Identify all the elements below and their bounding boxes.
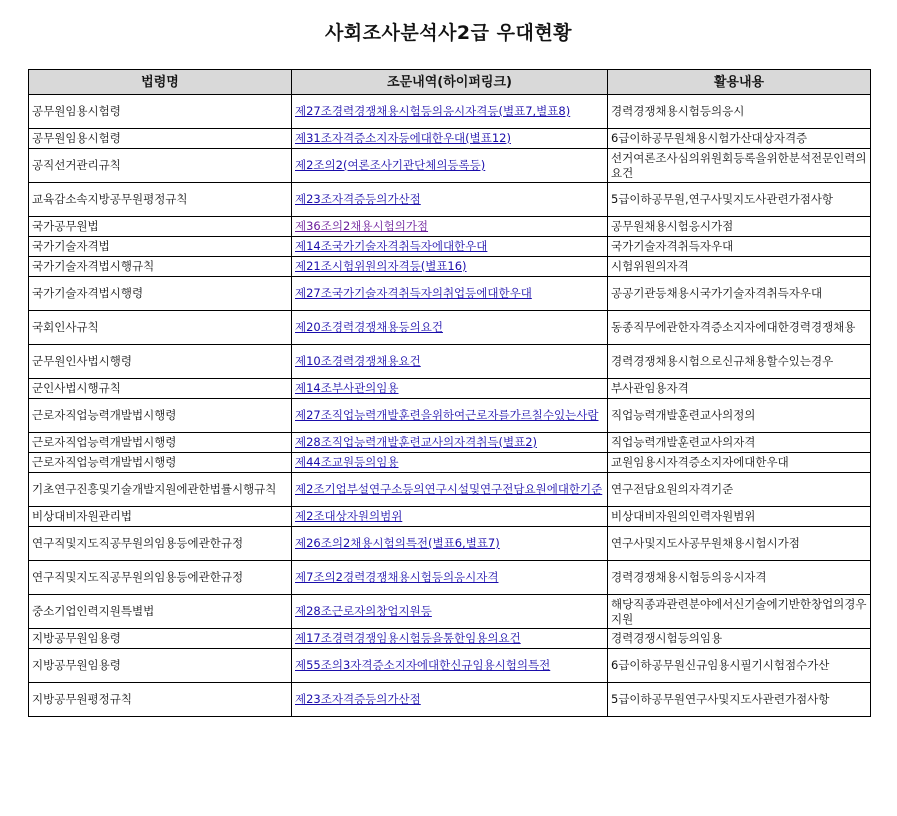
article-cell [292, 433, 608, 453]
article-cell [292, 649, 608, 683]
article-cell [292, 473, 608, 507]
usage-cell: 연구전담요원의자격기준 [608, 473, 871, 507]
table-row [29, 473, 871, 507]
table-row [29, 183, 871, 217]
law-name-cell: 국가공무원법 [29, 217, 292, 237]
article-link[interactable]: 제14조부사관의임용 [295, 381, 399, 395]
law-name-cell: 연구직및지도직공무원의임용등에관한규정 [29, 561, 292, 595]
article-cell [292, 129, 608, 149]
law-name-cell: 지방공무원임용령 [29, 629, 292, 649]
table-row [29, 277, 871, 311]
law-name-cell: 국가기술자격법시행규칙 [29, 257, 292, 277]
table-row [29, 527, 871, 561]
table-row [29, 237, 871, 257]
header-article: 조문내역(하이퍼링크) [292, 70, 608, 95]
table-row [29, 129, 871, 149]
law-preference-table [28, 69, 871, 717]
usage-cell: 부사관임용자격 [608, 379, 871, 399]
usage-cell: 시험위원의자격 [608, 257, 871, 277]
usage-cell: 교원임용시자격증소지자에대한우대 [608, 453, 871, 473]
table-row [29, 595, 871, 629]
usage-cell: 동종직무에관한자격증소지자에대한경력경쟁채용 [608, 311, 871, 345]
law-name-cell: 국가기술자격법시행령 [29, 277, 292, 311]
usage-cell: 공무원채용시험응시가점 [608, 217, 871, 237]
law-name-cell: 지방공무원평정규칙 [29, 683, 292, 717]
usage-cell: 6급이하공무원채용시험가산대상자격증 [608, 129, 871, 149]
article-cell [292, 149, 608, 183]
usage-cell: 경력경쟁시험등의임용 [608, 629, 871, 649]
table-row [29, 649, 871, 683]
article-cell [292, 399, 608, 433]
article-cell [292, 379, 608, 399]
article-cell [292, 629, 608, 649]
article-link[interactable]: 제44조교원등의임용 [295, 455, 399, 469]
law-name-cell: 근로자직업능력개발법시행령 [29, 433, 292, 453]
law-name-cell: 군인사법시행규칙 [29, 379, 292, 399]
article-cell [292, 595, 608, 629]
article-cell [292, 237, 608, 257]
usage-cell: 해당직종과관련분야에서신기술에기반한창업의경우지원 [608, 595, 871, 629]
article-link[interactable]: 제14조국가기술자격취득자에대한우대 [295, 239, 488, 253]
usage-cell: 5급이하공무원연구사및지도사관련가점사항 [608, 683, 871, 717]
article-link[interactable]: 제28조직업능력개발훈련교사의자격취득(별표2) [295, 435, 537, 449]
table-row [29, 379, 871, 399]
law-name-cell: 지방공무원임용령 [29, 649, 292, 683]
table-row [29, 345, 871, 379]
table-row [29, 683, 871, 717]
table-row [29, 629, 871, 649]
law-name-cell: 연구직및지도직공무원의임용등에관한규정 [29, 527, 292, 561]
article-link[interactable]: 제10조경력경쟁채용요건 [295, 354, 421, 368]
article-cell [292, 345, 608, 379]
usage-cell: 경력경쟁채용시험등의응시 [608, 95, 871, 129]
table-row [29, 453, 871, 473]
table-row [29, 507, 871, 527]
law-name-cell: 국회인사규칙 [29, 311, 292, 345]
article-link[interactable]: 제2조대상자원의범위 [295, 509, 403, 523]
law-name-cell: 공직선거관리규칙 [29, 149, 292, 183]
page-title: 사회조사분석사2급 우대현황 [324, 22, 573, 44]
law-name-cell: 공무원임용시험령 [29, 129, 292, 149]
article-link[interactable]: 제27조경력경쟁채용시험등의응시자격등(별표7,별표8) [295, 104, 571, 118]
article-cell [292, 95, 608, 129]
usage-cell: 경력경쟁채용시험으로신규채용할수있는경우 [608, 345, 871, 379]
usage-cell: 공공기관등채용시국가기술자격취득자우대 [608, 277, 871, 311]
article-link[interactable]: 제55조의3자격증소지자에대한신규임용시험의특전 [295, 658, 551, 672]
article-link[interactable]: 제31조자격증소지자등에대한우대(별표12) [295, 131, 511, 145]
law-name-cell: 교육감소속지방공무원평정규칙 [29, 183, 292, 217]
table-row [29, 217, 871, 237]
usage-cell: 직업능력개발훈련교사의자격 [608, 433, 871, 453]
article-link[interactable]: 제27조직업능력개발훈련을위하여근로자를가르칠수있는사람 [295, 408, 599, 422]
law-name-cell: 군무원인사법시행령 [29, 345, 292, 379]
article-link[interactable]: 제17조경력경쟁임용시험등을통한임용의요건 [295, 631, 521, 645]
law-name-cell: 공무원임용시험령 [29, 95, 292, 129]
article-link[interactable]: 제21조시험위원의자격등(별표16) [295, 259, 467, 273]
law-name-cell: 근로자직업능력개발법시행령 [29, 453, 292, 473]
table-row [29, 149, 871, 183]
usage-cell: 연구사및지도사공무원채용시험시가점 [608, 527, 871, 561]
article-cell [292, 257, 608, 277]
article-cell [292, 453, 608, 473]
header-law-name: 법령명 [29, 70, 292, 95]
article-link[interactable]: 제28조근로자의창업지원등 [295, 604, 432, 618]
article-link[interactable]: 제2조기업부설연구소등의연구시설및연구전담요원에대한기준 [295, 482, 603, 496]
table-row [29, 311, 871, 345]
usage-cell: 직업능력개발훈련교사의정의 [608, 399, 871, 433]
usage-cell: 5급이하공무원,연구사및지도사관련가점사항 [608, 183, 871, 217]
article-cell [292, 311, 608, 345]
table-row [29, 95, 871, 129]
article-link[interactable]: 제26조의2채용시험의특전(별표6,별표7) [295, 536, 500, 550]
article-cell [292, 561, 608, 595]
article-link[interactable]: 제7조의2경력경쟁채용시험등의응시자격 [295, 570, 499, 584]
law-name-cell: 비상대비자원관리법 [29, 507, 292, 527]
usage-cell: 선거여론조사심의위원회등록을위한분석전문인력의요건 [608, 149, 871, 183]
article-link[interactable]: 제36조의2채용시험의가점 [295, 219, 429, 233]
article-link[interactable]: 제20조경력경쟁채용등의요건 [295, 320, 443, 334]
article-link[interactable]: 제2조의2(여론조사기관단체의등록등) [295, 158, 486, 172]
article-cell [292, 683, 608, 717]
article-cell [292, 277, 608, 311]
usage-cell: 국가기술자격취득자우대 [608, 237, 871, 257]
law-name-cell: 국가기술자격법 [29, 237, 292, 257]
table-row [29, 399, 871, 433]
usage-cell: 6급이하공무원신규임용시필기시험점수가산 [608, 649, 871, 683]
article-cell [292, 183, 608, 217]
article-link[interactable]: 제23조자격증등의가산점 [295, 692, 421, 706]
table-header-row [29, 70, 871, 95]
header-usage: 활용내용 [608, 70, 871, 95]
law-name-cell: 근로자직업능력개발법시행령 [29, 399, 292, 433]
article-cell [292, 217, 608, 237]
article-link[interactable]: 제27조국가기술자격취득자의취업등에대한우대 [295, 286, 532, 300]
article-cell [292, 507, 608, 527]
article-link[interactable]: 제23조자격증등의가산점 [295, 192, 421, 206]
table-row [29, 561, 871, 595]
usage-cell: 경력경쟁채용시험등의응시자격 [608, 561, 871, 595]
table-body [29, 95, 871, 717]
law-name-cell: 기초연구진흥및기술개발지원에관한법률시행규칙 [29, 473, 292, 507]
table-row [29, 433, 871, 453]
usage-cell: 비상대비자원의인력자원범위 [608, 507, 871, 527]
table-row [29, 257, 871, 277]
article-cell [292, 527, 608, 561]
law-name-cell: 중소기업인력지원특별법 [29, 595, 292, 629]
